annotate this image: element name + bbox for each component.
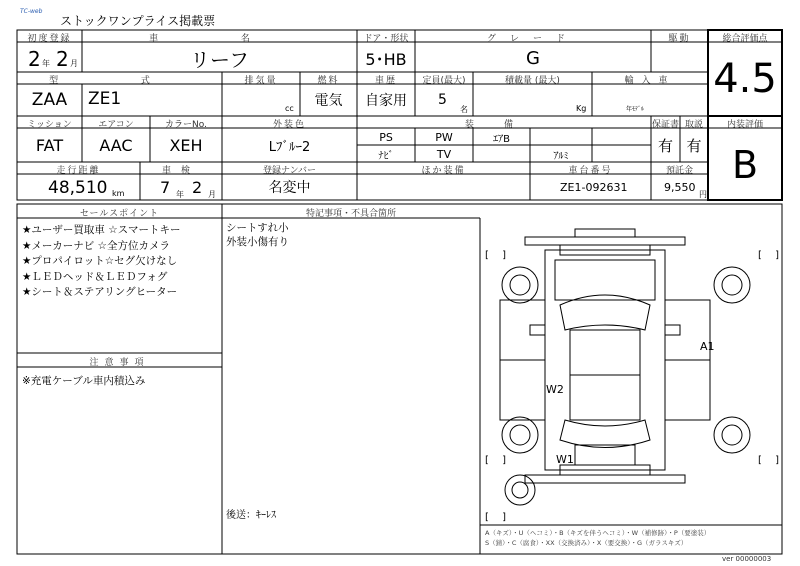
- equip-alumi: ｱﾙﾐ: [553, 150, 569, 162]
- equip-navi: ﾅﾋﾞ: [378, 150, 394, 162]
- capacity: 5: [438, 92, 447, 108]
- bracket-bottom-left: [ ]: [485, 455, 511, 466]
- deposit: 9,550: [664, 181, 696, 194]
- inspection-year-unit: 年: [176, 190, 184, 199]
- label-fuel: 燃料: [317, 76, 340, 86]
- special-note-item: シートすれ小: [226, 222, 289, 234]
- load-unit: Kg: [576, 104, 587, 113]
- fuel: 電気: [314, 93, 343, 109]
- inspection-month-unit: 月: [208, 190, 216, 199]
- inspection-year: 7: [160, 178, 171, 197]
- door-shape: 5･HB: [365, 49, 407, 69]
- model-prefix: ZAA: [31, 90, 68, 110]
- import-year: 年ﾓﾃﾞﾙ: [626, 106, 645, 113]
- label-import: 輸入車: [624, 76, 676, 86]
- label-equipment: 装備: [464, 120, 543, 130]
- label-total-rating: 総合評価点: [722, 34, 768, 44]
- interior-rating: B: [731, 143, 759, 187]
- label-capacity: 定員(最大): [422, 76, 466, 86]
- total-rating: 4.5: [713, 56, 777, 102]
- model: ZE1: [88, 89, 122, 109]
- equip-ab: ｴｱB: [493, 133, 510, 145]
- label-first-reg: 初度登録: [27, 34, 72, 44]
- label-aircon: エアコン: [98, 120, 134, 130]
- damage-legend: [485, 528, 710, 548]
- label-grade: グレード: [486, 34, 579, 44]
- mission: FAT: [35, 135, 64, 155]
- sales-point-item: ★メーカーナビ ☆全方位カメラ: [22, 239, 170, 252]
- warranty: 有: [657, 136, 673, 155]
- reg-number: 名変中: [268, 180, 311, 196]
- legend-line-1: A（キズ）・U（ヘコミ）・B（キズを伴うヘコミ）・W（補修跡）・P（要塗装）: [485, 529, 711, 537]
- label-history: 車歴: [374, 76, 397, 86]
- mileage: 48,510: [48, 178, 108, 198]
- deposit-unit: 円: [699, 190, 707, 199]
- label-door-shape: ドア・形状: [363, 34, 409, 44]
- reg-year-unit: 年: [42, 59, 50, 68]
- label-model: 型 式: [49, 76, 190, 86]
- label-car-name: 車 名: [149, 34, 290, 44]
- keyless-note: 後送：ｷｰﾚｽ: [226, 510, 276, 521]
- label-other-number: ほか装備: [421, 166, 466, 176]
- capacity-unit: 名: [460, 105, 468, 114]
- label-drive: 駆動: [668, 34, 691, 44]
- page-title: ストックワンプライス掲載票: [60, 14, 216, 28]
- color-no: XEH: [169, 135, 203, 155]
- label-special-notes: 特記事項・不具合箇所: [305, 209, 396, 219]
- label-color-no: カラーNo.: [165, 120, 207, 130]
- label-reg-number: 登録ナンバー: [263, 166, 316, 176]
- sales-point-item: ★シート＆ステアリングヒーター: [22, 286, 178, 298]
- label-mission: ミッション: [27, 120, 72, 130]
- cc-unit: cc: [285, 104, 294, 113]
- special-note-item: 外装小傷有り: [226, 236, 289, 248]
- label-caution: 注意事項: [89, 358, 150, 368]
- equip-pw: PW: [435, 130, 453, 144]
- mileage-unit: km: [112, 189, 125, 198]
- sales-point-item: ★ユーザー買取車 ☆スマートキー: [22, 224, 181, 236]
- inspection-month: 2: [192, 178, 203, 197]
- sales-points-list: [22, 223, 180, 301]
- sales-point-item: ★ＬＥＤヘッド＆ＬＥＤフォグ: [22, 270, 168, 283]
- label-inspection: 車検: [161, 166, 200, 176]
- label-deposit: 預託金: [665, 166, 693, 176]
- logo: TC-web: [20, 8, 43, 15]
- manual: 有: [686, 136, 702, 155]
- legend-line-2: S（錆）・C（腐食）・XX（交換済み）・X（要交換）・G（ガラスキズ）: [485, 539, 688, 547]
- label-displacement: 排気量: [244, 76, 278, 86]
- chassis-no: ZE1-092631: [560, 181, 628, 194]
- label-sales-points: セールスポイント: [79, 209, 160, 219]
- caution-text: ※充電ケーブル車内積込み: [22, 375, 146, 387]
- label-chassis-no: 車台番号: [568, 166, 613, 176]
- version-label: ver 00000003: [722, 555, 772, 563]
- label-interior-rating: 内装評価: [726, 120, 763, 130]
- bracket-top-left: [ ]: [485, 250, 511, 261]
- equip-tv: TV: [436, 147, 452, 161]
- sales-point-item: ★プロパイロット☆セグ欠けなし: [22, 255, 178, 267]
- label-manual: 取説: [684, 120, 703, 130]
- label-exterior-color: 外装色: [272, 120, 306, 130]
- reg-month: 2: [56, 47, 69, 71]
- reg-year: 2: [28, 47, 41, 71]
- special-notes-list: [226, 221, 289, 249]
- damage-mark-a1: A1: [700, 340, 715, 353]
- history: 自家用: [365, 93, 407, 109]
- car-name: リーフ: [190, 47, 249, 72]
- bracket-top-right: [ ]: [758, 250, 784, 261]
- exterior-color: Lﾌﾞﾙｰ2: [268, 139, 311, 155]
- reg-month-unit: 月: [70, 59, 78, 68]
- bracket-bottom-right: [ ]: [758, 455, 784, 466]
- equip-ps: PS: [379, 130, 393, 144]
- grade: G: [526, 47, 540, 69]
- label-warranty: 保証書: [651, 120, 679, 130]
- bracket-bottom: [ ]: [485, 512, 511, 523]
- damage-mark-w1: W1: [556, 453, 574, 466]
- damage-mark-w2: W2: [546, 383, 564, 396]
- label-mileage: 走行距離: [56, 166, 101, 176]
- aircon: AAC: [99, 135, 133, 155]
- label-load: 積載量 (最大): [505, 76, 560, 86]
